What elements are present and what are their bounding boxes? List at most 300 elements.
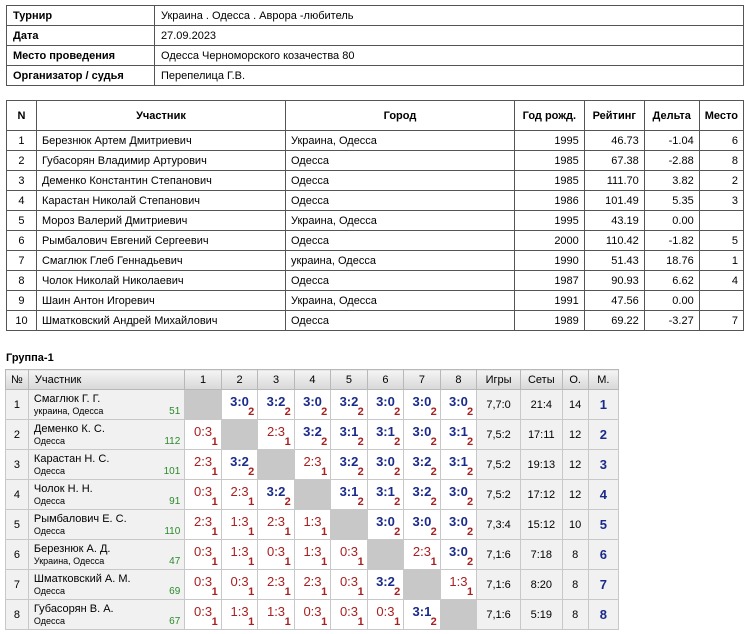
match-points: 2	[467, 406, 474, 418]
match-score: 0:3	[303, 604, 322, 619]
match-cell[interactable]	[185, 600, 221, 630]
player-n: 4	[7, 191, 37, 211]
match-score: 3:1	[376, 424, 395, 439]
match-cell[interactable]	[258, 390, 294, 420]
player-rating: 110.42	[584, 231, 644, 251]
match-points: 2	[430, 436, 437, 448]
match-cell[interactable]	[221, 450, 257, 480]
row-number: 5	[6, 510, 29, 540]
match-score: 3:1	[412, 604, 432, 619]
player-city: Одесса	[33, 615, 65, 626]
row-number: 4	[6, 480, 29, 510]
match-cell[interactable]	[258, 540, 294, 570]
player-city: Одесса	[285, 151, 514, 171]
match-cell[interactable]	[331, 600, 367, 630]
match-score: 3:0	[449, 514, 468, 529]
match-points: 1	[248, 586, 255, 598]
match-score: 3:2	[376, 574, 395, 589]
row-games: 7,7:0	[477, 390, 521, 420]
match-score: 0:3	[194, 484, 213, 499]
participants-table	[6, 100, 744, 331]
tournament-info-table	[6, 5, 744, 86]
diagonal-cell	[331, 510, 367, 540]
row-sets: 8:20	[520, 570, 562, 600]
match-points: 2	[357, 466, 364, 478]
match-cell[interactable]	[258, 570, 294, 600]
info-key: Турнир	[7, 6, 155, 26]
match-cell[interactable]	[404, 390, 440, 420]
player-n: 5	[7, 211, 37, 231]
match-score: 3:1	[449, 454, 468, 469]
row-number: 3	[6, 450, 29, 480]
match-points: 1	[321, 466, 328, 478]
player-place: 8	[699, 151, 743, 171]
row-points: 12	[562, 420, 588, 450]
match-score: 1:3	[266, 604, 286, 619]
player-n: 7	[7, 251, 37, 271]
player-name: Деменко Константин Степанович	[36, 171, 285, 191]
match-points: 1	[357, 586, 364, 598]
match-points: 1	[248, 496, 255, 508]
info-value: Одесса Черноморского козачества 80	[155, 46, 744, 66]
info-key: Организатор / судья	[7, 66, 155, 86]
player-place	[699, 291, 743, 311]
row-sets: 5:19	[520, 600, 562, 630]
player-city: Одесса	[285, 231, 514, 251]
match-points: 1	[211, 526, 218, 538]
match-points: 1	[248, 556, 255, 568]
players-header: N	[7, 101, 37, 131]
match-points: 2	[394, 466, 401, 478]
match-cell[interactable]	[185, 450, 221, 480]
row-sets: 15:12	[520, 510, 562, 540]
info-value: 27.09.2023	[155, 26, 744, 46]
player-place: 5	[699, 231, 743, 251]
player-rating: 67	[169, 616, 181, 627]
match-score: 3:0	[376, 454, 395, 469]
match-cell[interactable]	[440, 450, 476, 480]
row-place: 4	[588, 480, 618, 510]
match-score: 0:3	[194, 604, 213, 619]
player-rating: 112	[164, 436, 181, 447]
info-value: Украина . Одесса . Аврора -любитель	[155, 6, 744, 26]
match-score: 2:3	[266, 514, 286, 529]
match-cell[interactable]	[331, 570, 367, 600]
player-n: 10	[7, 311, 37, 331]
match-score: 0:3	[194, 544, 213, 559]
info-row	[7, 6, 744, 26]
match-score: 1:3	[230, 544, 249, 559]
match-cell[interactable]	[294, 390, 330, 420]
player-n: 1	[7, 131, 37, 151]
match-cell[interactable]	[258, 510, 294, 540]
match-points: 2	[430, 406, 437, 418]
row-place: 2	[588, 420, 618, 450]
player-year: 1985	[514, 151, 584, 171]
player-row	[7, 231, 744, 251]
player-city: Одесса	[285, 191, 514, 211]
match-points: 1	[211, 466, 218, 478]
player-city: украина, Одесса	[33, 405, 104, 416]
match-cell[interactable]	[404, 600, 440, 630]
grid-header: 6	[367, 370, 403, 390]
players-header: Дельта	[644, 101, 699, 131]
player-city: Одесса	[33, 495, 65, 506]
grid-header: Участник	[28, 370, 184, 390]
match-points: 1	[211, 436, 218, 448]
match-points: 2	[321, 406, 328, 418]
player-city: украина, Одесса	[285, 251, 514, 271]
group-row	[6, 570, 619, 600]
match-cell[interactable]	[331, 540, 367, 570]
match-points: 2	[357, 406, 364, 418]
player-city: Одесса	[285, 171, 514, 191]
match-cell[interactable]	[404, 510, 440, 540]
match-score: 3:1	[376, 484, 395, 499]
player-city: Одесса	[285, 311, 514, 331]
row-number: 6	[6, 540, 29, 570]
player-delta: 0.00	[644, 291, 699, 311]
match-score: 3:2	[266, 394, 286, 409]
match-score: 0:3	[194, 574, 213, 589]
player-cell	[28, 390, 184, 420]
grid-header: М.	[588, 370, 618, 390]
group-row	[6, 600, 619, 630]
row-points: 12	[562, 480, 588, 510]
match-cell[interactable]	[258, 480, 294, 510]
row-points: 10	[562, 510, 588, 540]
row-points: 14	[562, 390, 588, 420]
grid-header: Игры	[477, 370, 521, 390]
match-score: 3:0	[412, 424, 432, 439]
match-cell[interactable]	[404, 480, 440, 510]
player-name: Шматковский А. М.	[33, 572, 131, 585]
match-cell[interactable]	[221, 480, 257, 510]
match-points: 2	[394, 436, 401, 448]
match-cell[interactable]	[331, 390, 367, 420]
player-row	[7, 291, 744, 311]
match-cell[interactable]	[185, 480, 221, 510]
player-delta: 6.62	[644, 271, 699, 291]
match-points: 2	[357, 496, 364, 508]
row-games: 7,5:2	[477, 450, 521, 480]
match-points: 1	[357, 616, 364, 628]
player-place: 2	[699, 171, 743, 191]
info-value: Перепелица Г.В.	[155, 66, 744, 86]
player-n: 2	[7, 151, 37, 171]
match-cell[interactable]	[221, 540, 257, 570]
match-points: 1	[211, 556, 218, 568]
player-city: Одесса	[285, 271, 514, 291]
diagonal-cell	[258, 450, 294, 480]
player-name: Мороз Валерий Дмитриевич	[36, 211, 285, 231]
match-cell[interactable]	[331, 450, 367, 480]
match-points: 2	[467, 466, 474, 478]
grid-header: 3	[258, 370, 294, 390]
match-score: 1:3	[303, 544, 322, 559]
player-rating: 51	[169, 406, 181, 417]
player-name: Шаин Антон Игоревич	[36, 291, 285, 311]
player-name: Губасорян В. А.	[33, 602, 114, 615]
match-score: 3:0	[449, 544, 468, 559]
match-cell[interactable]	[404, 540, 440, 570]
match-score: 3:0	[412, 394, 432, 409]
player-year: 1989	[514, 311, 584, 331]
match-points: 2	[248, 406, 255, 418]
grid-header: 1	[185, 370, 221, 390]
match-score: 1:3	[230, 604, 249, 619]
group-row	[6, 480, 619, 510]
player-name: Деменко К. С.	[33, 422, 105, 435]
info-key: Место проведения	[7, 46, 155, 66]
match-score: 0:3	[376, 604, 395, 619]
match-cell[interactable]	[367, 570, 403, 600]
match-cell[interactable]	[185, 540, 221, 570]
player-rating: 90.93	[584, 271, 644, 291]
player-city: Украина, Одесса	[285, 211, 514, 231]
diagonal-cell	[221, 420, 257, 450]
players-header: Место	[699, 101, 743, 131]
row-sets: 21:4	[520, 390, 562, 420]
player-name: Березнюк Артем Дмитриевич	[36, 131, 285, 151]
info-row	[7, 26, 744, 46]
match-points: 2	[321, 436, 328, 448]
match-score: 1:3	[230, 514, 249, 529]
player-name: Рымбалович Е. С.	[33, 512, 127, 525]
player-rating: 46.73	[584, 131, 644, 151]
row-number: 7	[6, 570, 29, 600]
row-number: 2	[6, 420, 29, 450]
player-delta: 5.35	[644, 191, 699, 211]
match-points: 1	[211, 586, 218, 598]
player-year: 1985	[514, 171, 584, 191]
match-cell[interactable]	[367, 480, 403, 510]
row-points: 8	[562, 570, 588, 600]
match-points: 1	[357, 556, 364, 568]
match-points: 2	[430, 496, 437, 508]
row-games: 7,5:2	[477, 420, 521, 450]
player-row	[7, 271, 744, 291]
player-place: 4	[699, 271, 743, 291]
match-points: 2	[284, 406, 291, 418]
match-score: 3:0	[412, 514, 432, 529]
match-score: 3:0	[449, 394, 468, 409]
players-header: Город	[285, 101, 514, 131]
player-n: 6	[7, 231, 37, 251]
match-points: 1	[284, 526, 291, 538]
row-place: 6	[588, 540, 618, 570]
match-cell[interactable]	[294, 570, 330, 600]
player-year: 1986	[514, 191, 584, 211]
match-points: 1	[284, 586, 291, 598]
player-row	[7, 191, 744, 211]
match-score: 3:1	[339, 424, 359, 439]
match-score: 0:3	[339, 574, 359, 589]
match-score: 0:3	[339, 604, 359, 619]
match-points: 1	[211, 496, 218, 508]
player-rating: 47	[169, 556, 181, 567]
player-name: Карастан Николай Степанович	[36, 191, 285, 211]
match-points: 2	[394, 496, 401, 508]
match-cell[interactable]	[221, 510, 257, 540]
player-delta: 0.00	[644, 211, 699, 231]
match-score: 3:2	[412, 454, 432, 469]
player-year: 2000	[514, 231, 584, 251]
match-score: 0:3	[230, 574, 249, 589]
match-cell[interactable]	[440, 390, 476, 420]
player-year: 1995	[514, 211, 584, 231]
match-cell[interactable]	[185, 420, 221, 450]
player-year: 1995	[514, 131, 584, 151]
match-cell[interactable]	[221, 390, 257, 420]
player-city: Украина, Одесса	[33, 555, 105, 566]
match-points: 2	[430, 616, 437, 628]
match-cell[interactable]	[367, 450, 403, 480]
player-row	[7, 171, 744, 191]
match-score: 2:3	[303, 454, 322, 469]
match-cell[interactable]	[367, 510, 403, 540]
match-cell[interactable]	[367, 390, 403, 420]
match-cell[interactable]	[331, 420, 367, 450]
player-city: Украина, Одесса	[285, 131, 514, 151]
match-points: 2	[284, 496, 291, 508]
player-place: 3	[699, 191, 743, 211]
match-points: 2	[394, 586, 401, 598]
match-points: 1	[284, 556, 291, 568]
match-score: 2:3	[266, 574, 286, 589]
match-cell[interactable]	[185, 510, 221, 540]
match-cell[interactable]	[294, 600, 330, 630]
grid-header: 2	[221, 370, 257, 390]
match-cell[interactable]	[294, 420, 330, 450]
match-score: 3:2	[412, 484, 432, 499]
row-sets: 17:11	[520, 420, 562, 450]
player-rating: 51.43	[584, 251, 644, 271]
match-score: 3:1	[339, 484, 359, 499]
match-score: 3:1	[449, 424, 468, 439]
player-city: Одесса	[33, 465, 65, 476]
match-score: 0:3	[194, 424, 213, 439]
player-rating: 67.38	[584, 151, 644, 171]
match-points: 2	[248, 466, 255, 478]
match-points: 1	[430, 556, 437, 568]
match-points: 1	[248, 526, 255, 538]
group-row	[6, 510, 619, 540]
player-rating: 110	[164, 526, 181, 537]
player-n: 9	[7, 291, 37, 311]
player-row	[7, 211, 744, 231]
diagonal-cell	[367, 540, 403, 570]
match-score: 2:3	[230, 484, 249, 499]
match-points: 1	[394, 616, 401, 628]
match-score: 3:2	[339, 454, 359, 469]
row-games: 7,1:6	[477, 540, 521, 570]
player-name: Карастан Н. С.	[33, 452, 110, 465]
match-cell[interactable]	[258, 600, 294, 630]
player-rating: 47.56	[584, 291, 644, 311]
player-rating: 111.70	[584, 171, 644, 191]
match-score: 2:3	[266, 424, 286, 439]
player-row	[7, 131, 744, 151]
player-name: Губасорян Владимир Артурович	[36, 151, 285, 171]
match-points: 1	[321, 586, 328, 598]
match-cell[interactable]	[294, 540, 330, 570]
grid-header: Сеты	[520, 370, 562, 390]
player-cell	[28, 510, 184, 540]
match-cell[interactable]	[294, 450, 330, 480]
row-place: 3	[588, 450, 618, 480]
row-place: 7	[588, 570, 618, 600]
match-cell[interactable]	[440, 480, 476, 510]
match-cell[interactable]	[440, 540, 476, 570]
match-cell[interactable]	[367, 420, 403, 450]
match-score: 2:3	[412, 544, 431, 559]
player-cell	[28, 570, 184, 600]
match-score: 2:3	[303, 574, 322, 589]
match-points: 1	[248, 616, 255, 628]
match-score: 0:3	[266, 544, 286, 559]
match-cell[interactable]	[185, 570, 221, 600]
player-cell	[28, 480, 184, 510]
players-header: Год рожд.	[514, 101, 584, 131]
player-city: Одесса	[33, 435, 65, 446]
row-points: 8	[562, 540, 588, 570]
match-score: 1:3	[303, 514, 322, 529]
player-place: 1	[699, 251, 743, 271]
player-name: Смаглюк Глеб Геннадьевич	[36, 251, 285, 271]
match-cell[interactable]	[440, 420, 476, 450]
row-place: 5	[588, 510, 618, 540]
match-score: 3:0	[449, 484, 468, 499]
match-cell[interactable]	[404, 450, 440, 480]
player-year: 1991	[514, 291, 584, 311]
match-score: 3:0	[376, 394, 395, 409]
match-score: 3:2	[230, 454, 249, 469]
group-row	[6, 540, 619, 570]
player-delta: -1.82	[644, 231, 699, 251]
player-name: Чолок Н. Н.	[33, 482, 93, 495]
match-points: 2	[467, 496, 474, 508]
match-points: 2	[467, 556, 474, 568]
match-cell[interactable]	[221, 570, 257, 600]
match-score: 2:3	[194, 514, 213, 529]
match-cell[interactable]	[258, 420, 294, 450]
player-delta: -3.27	[644, 311, 699, 331]
group-results-grid	[5, 369, 619, 630]
player-cell	[28, 600, 184, 630]
match-cell[interactable]	[331, 480, 367, 510]
diagonal-cell	[185, 390, 221, 420]
match-points: 2	[394, 526, 401, 538]
player-place	[699, 211, 743, 231]
diagonal-cell	[294, 480, 330, 510]
match-cell[interactable]	[367, 600, 403, 630]
player-row	[7, 151, 744, 171]
match-points: 2	[394, 406, 401, 418]
grid-header: 7	[404, 370, 440, 390]
player-delta: 3.82	[644, 171, 699, 191]
match-cell[interactable]	[440, 570, 476, 600]
match-points: 1	[321, 526, 328, 538]
match-cell[interactable]	[294, 510, 330, 540]
match-cell[interactable]	[404, 420, 440, 450]
match-cell[interactable]	[221, 600, 257, 630]
match-cell[interactable]	[440, 510, 476, 540]
match-points: 2	[430, 526, 437, 538]
player-city: Одесса	[33, 585, 65, 596]
player-rating: 69	[169, 586, 181, 597]
player-cell	[28, 420, 184, 450]
